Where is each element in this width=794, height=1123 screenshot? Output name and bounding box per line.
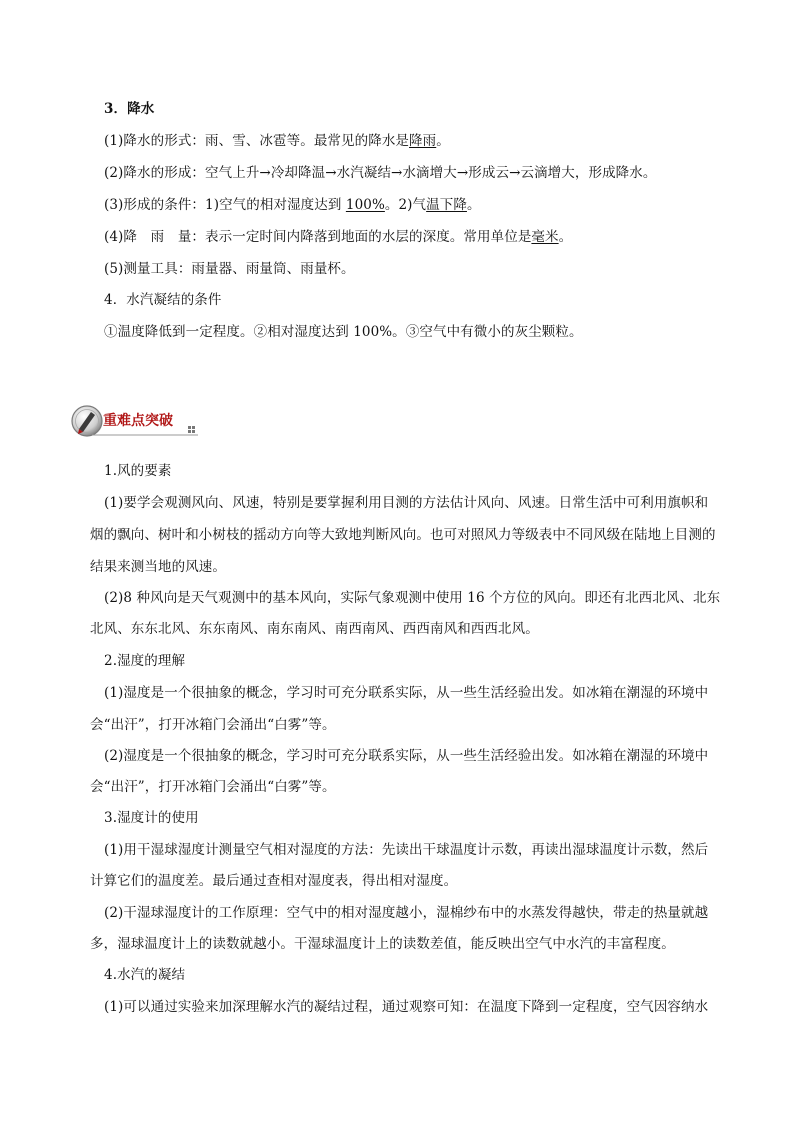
underlined-answer: 毫米 xyxy=(531,229,559,245)
paragraph-line: (1)要学会观测风向、风速，特别是要掌握利用目测的方法估计风向、风速。日常生活中可利用旗帜和 xyxy=(104,495,709,511)
text-span: 。2)气 xyxy=(384,197,427,213)
text-span: (3)形成的条件：1)空气的相对湿度达到 xyxy=(104,197,346,213)
paragraph-line: 结果来测当地的风速。 xyxy=(90,559,226,575)
paragraph-line: 北风、东东北风、东东南风、南东南风、南西南风、西西南风和西西北风。 xyxy=(90,621,539,637)
heading-precipitation: 3．降水 xyxy=(104,101,155,117)
text-span: (4)降 雨 量：表示一定时间内降落到地面的水层的深度。常用单位是 xyxy=(104,229,532,245)
rainfall-definition-line xyxy=(104,228,572,246)
text-span: 。 xyxy=(436,133,450,149)
heading-hygrometer: 3.湿度计的使用 xyxy=(104,810,199,826)
precipitation-conditions-line xyxy=(104,196,481,214)
paragraph-line: (1)用干湿球湿度计测量空气相对湿度的方法：先读出干球温度计示数，再读出湿球温度计示数，然后 xyxy=(104,842,709,858)
heading-condensation-conditions: 4．水汽凝结的条件 xyxy=(104,292,222,308)
precipitation-formation-line: (2)降水的形成：空气上升→冷却降温→水汽凝结→水滴增大→形成云→云滴增大，形成降水。 xyxy=(104,165,657,181)
heading-water-vapor-condensation: 4.水汽的凝结 xyxy=(104,967,186,983)
text-span: (1)降水的形式：雨、雪、冰雹等。最常见的降水是 xyxy=(104,133,410,149)
paragraph-line: 多，湿球温度计上的读数就越小。干湿球温度计上的读数差值，能反映出空气中水汽的丰富程度。 xyxy=(90,936,675,952)
text-span: 。 xyxy=(466,197,481,213)
paragraph-line: (1)可以通过实验来加深理解水汽的凝结过程，通过观察可知：在温度下降到一定程度，空气因容纳水 xyxy=(104,999,709,1015)
condensation-conditions-line: ①温度降低到一定程度。②相对湿度达到 100%。③空气中有微小的灰尘颗粒。 xyxy=(104,324,583,340)
section-header xyxy=(70,404,200,438)
underlined-answer: 100% xyxy=(345,197,385,213)
paragraph-line: (1)湿度是一个很抽象的概念，学习时可充分联系实际，从一些生活经验出发。如冰箱在潮湿的环境中 xyxy=(104,685,709,701)
measuring-tools-line: (5)测量工具：雨量器、雨量筒、雨量杯。 xyxy=(104,261,355,277)
paragraph-line: 烟的飘向、树叶和小树枝的摇动方向等大致地判断风向。也可对照风力等级表中不同风级在陆地上目测的 xyxy=(90,527,716,543)
paragraph-line: (2)8 种风向是天气观测中的基本风向，实际气象观测中使用 16 个方位的风向。即还有北西北风、北东 xyxy=(104,590,721,606)
underlined-answer: 降雨 xyxy=(409,133,437,149)
text-span: 。 xyxy=(558,229,573,245)
paragraph-line: 会“出汗”，打开冰箱门会涌出“白雾”等。 xyxy=(90,779,336,795)
paragraph-line: (2)湿度是一个很抽象的概念，学习时可充分联系实际，从一些生活经验出发。如冰箱在潮湿的环境中 xyxy=(104,748,709,764)
paragraph-line: 会“出汗”，打开冰箱门会涌出“白雾”等。 xyxy=(90,717,336,733)
heading-humidity: 2.湿度的理解 xyxy=(104,653,186,669)
heading-wind-elements: 1.风的要素 xyxy=(104,463,172,479)
section-title: 重难点突破 xyxy=(103,413,173,429)
precipitation-forms-line xyxy=(104,132,450,150)
paragraph-line: (2)干湿球湿度计的工作原理：空气中的相对湿度越小，湿棉纱布中的水蒸发得越快，带走的热量就越 xyxy=(104,905,709,921)
paragraph-line: 计算它们的温度差。最后通过查相对湿度表，得出相对湿度。 xyxy=(90,873,458,889)
underlined-answer: 温下降 xyxy=(426,197,467,213)
